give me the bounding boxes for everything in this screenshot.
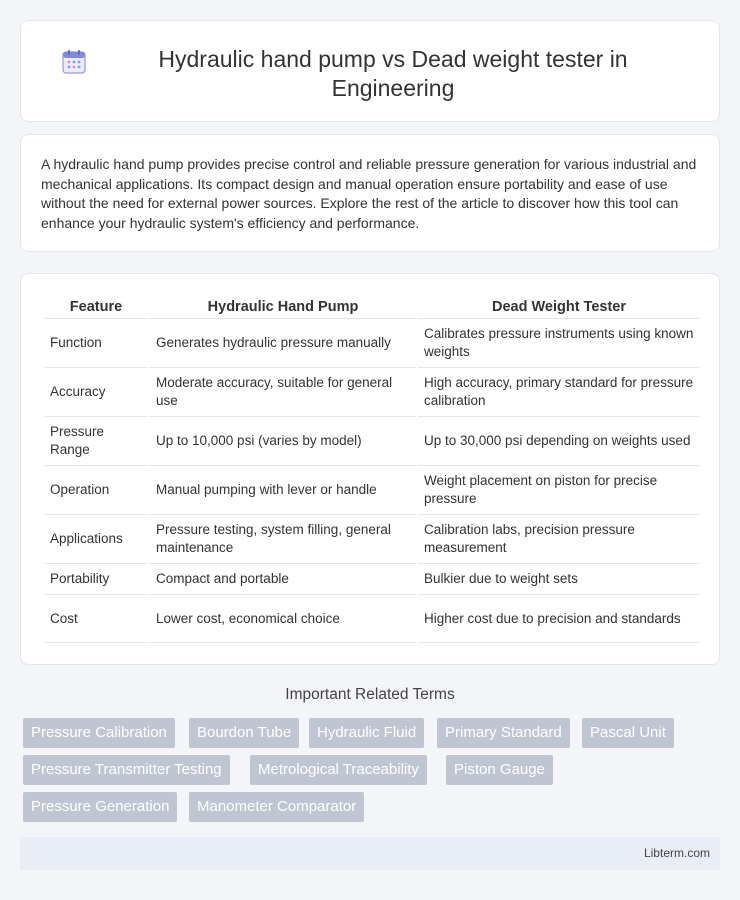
- row-feature: Function: [44, 318, 148, 367]
- table-row: [44, 367, 700, 416]
- row-dead-weight-value: Bulkier due to weight sets: [418, 563, 700, 594]
- row-hand-pump-value: Generates hydraulic pressure manually: [150, 318, 416, 367]
- term-tag[interactable]: Bourdon Tube: [189, 718, 299, 748]
- row-dead-weight-value: Calibrates pressure instruments using known weights: [418, 318, 700, 367]
- term-tag[interactable]: Manometer Comparator: [189, 792, 364, 822]
- row-feature: Operation: [44, 465, 148, 514]
- table-row: [44, 465, 700, 514]
- term-tag[interactable]: Metrological Traceability: [250, 755, 427, 785]
- row-feature: Applications: [44, 514, 148, 563]
- comparison-table-card: [20, 273, 720, 665]
- row-dead-weight-value: Calibration labs, precision pressure measurement: [418, 514, 700, 563]
- table-row: [44, 514, 700, 563]
- row-hand-pump-value: Lower cost, economical choice: [150, 594, 416, 643]
- row-hand-pump-value: Manual pumping with lever or handle: [150, 465, 416, 514]
- row-feature: Accuracy: [44, 367, 148, 416]
- row-hand-pump-value: Pressure testing, system filling, general maintenance: [150, 514, 416, 563]
- term-tag[interactable]: Pressure Generation: [23, 792, 177, 822]
- header-hydraulic-hand-pump: Hydraulic Hand Pump: [207, 298, 359, 315]
- intro-card: [20, 134, 720, 252]
- row-feature: Cost: [44, 594, 148, 643]
- row-hand-pump-value: Compact and portable: [150, 563, 416, 594]
- page-title: Hydraulic hand pump vs Dead weight tester in Engineering: [158, 46, 628, 101]
- row-feature: Pressure Range: [44, 416, 148, 465]
- term-tag[interactable]: Pascal Unit: [582, 718, 674, 748]
- row-feature: Portability: [44, 563, 148, 594]
- footer: [20, 837, 720, 870]
- table-header-row: [44, 294, 700, 318]
- row-hand-pump-value: Moderate accuracy, suitable for general use: [150, 367, 416, 416]
- term-tag[interactable]: Piston Gauge: [446, 755, 553, 785]
- intro-text: A hydraulic hand pump provides precise control and reliable pressure generation for various industrial and mechanical applications. Its compact design and manual operation ensure portability and ease of use without the need for external power sources. Explore the rest of the article to discover how this tool can enhance your hydraulic system's efficiency and performance.: [41, 156, 697, 231]
- header-dead-weight-tester: Dead Weight Tester: [491, 298, 627, 315]
- row-dead-weight-value: High accuracy, primary standard for pressure calibration: [418, 367, 700, 416]
- related-terms-title: Important Related Terms: [285, 686, 455, 703]
- term-tag[interactable]: Pressure Transmitter Testing: [23, 755, 230, 785]
- calendar-icon: [61, 49, 87, 75]
- row-dead-weight-value: Weight placement on piston for precise pressure: [418, 465, 700, 514]
- term-tag[interactable]: Primary Standard: [437, 718, 570, 748]
- row-hand-pump-value: Up to 10,000 psi (varies by model): [150, 416, 416, 465]
- table-row: [44, 563, 700, 594]
- header-feature: Feature: [69, 298, 123, 315]
- table-row: [44, 416, 700, 465]
- term-tag[interactable]: Hydraulic Fluid: [309, 718, 424, 748]
- footer-site-link[interactable]: Libterm.com: [643, 846, 710, 860]
- comparison-table: [42, 294, 702, 643]
- table-row: [44, 594, 700, 643]
- header-card: [20, 20, 720, 122]
- table-row: [44, 318, 700, 367]
- row-dead-weight-value: Higher cost due to precision and standards: [418, 594, 700, 643]
- term-tag[interactable]: Pressure Calibration: [23, 718, 175, 748]
- row-dead-weight-value: Up to 30,000 psi depending on weights used: [418, 416, 700, 465]
